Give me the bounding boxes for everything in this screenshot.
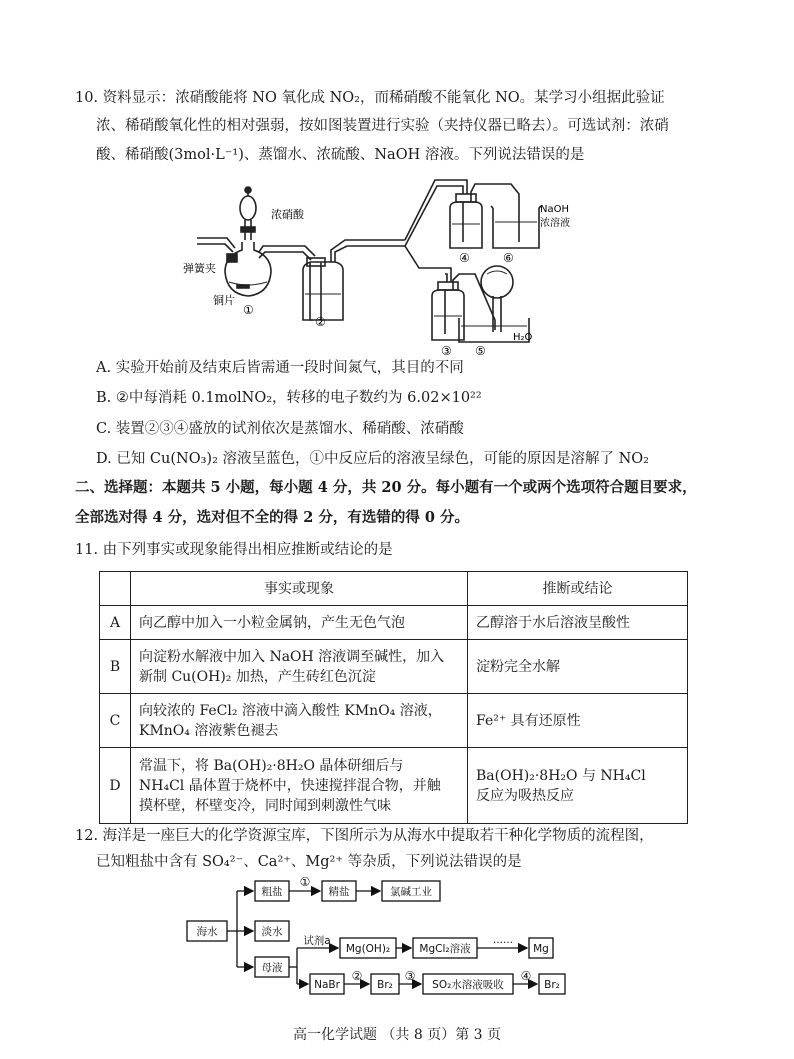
label-n5: ⑤ xyxy=(475,344,486,358)
fact-text: 向乙醇中加入一小粒金属钠，产生无色气泡 xyxy=(139,614,405,631)
fact-cell xyxy=(131,640,468,694)
clamp-label: 弹簧夹 xyxy=(183,262,216,275)
table-row xyxy=(100,748,688,824)
fact-text: 向淀粉水解液中加入 NaOH 溶液调至碱性，加入 xyxy=(139,648,445,665)
flow-step-3: ③ xyxy=(404,969,416,983)
row-label: C xyxy=(100,694,131,748)
flow-chlor-alkali: 氯碱工业 xyxy=(390,886,432,898)
flow-br2-b: Br₂ xyxy=(544,979,560,991)
apparatus-diagram xyxy=(175,170,570,360)
q10-option-d: D. 已知 Cu(NO₃)₂ 溶液呈蓝色，①中反应后的溶液呈绿色，可能的原因是溶解了 NO₂ xyxy=(96,451,649,467)
flow-step-1: ① xyxy=(299,875,311,889)
row-label: D xyxy=(100,748,131,824)
fact-text: 常温下，将 Ba(OH)₂·8H₂O 晶体研细后与 xyxy=(139,757,404,774)
fact-text: NH₄Cl 晶体置于烧杯中，快速搅拌混合物，并触 xyxy=(139,777,441,794)
label-n2: ② xyxy=(315,315,326,329)
conclusion-cell xyxy=(468,606,688,640)
flow-mg: Mg xyxy=(533,943,549,955)
conclusion-cell xyxy=(468,694,688,748)
seawater-flowchart xyxy=(185,872,585,1000)
table-header-conclusion: 推断或结论 xyxy=(468,572,688,606)
q11-table xyxy=(99,571,688,824)
table-row xyxy=(100,606,688,640)
table-header-fact: 事实或现象 xyxy=(131,572,468,606)
flow-seawater: 海水 xyxy=(196,926,218,938)
flow-step-4: ④ xyxy=(520,969,532,983)
conclusion-cell xyxy=(468,748,688,824)
naoh-label-2: 浓溶液 xyxy=(540,218,570,229)
q10-line-1: 10. 资料显示：浓硝酸能将 NO 氧化成 NO₂，而稀硝酸不能氧化 NO。某学习小组据此验证 xyxy=(75,90,665,106)
conclusion-text: 反应为吸热反应 xyxy=(476,787,574,804)
flow-nabr: NaBr xyxy=(314,979,340,991)
label-n3: ③ xyxy=(441,344,452,358)
flow-step-2: ② xyxy=(351,969,363,983)
table-row xyxy=(100,694,688,748)
q12-line-2: 已知粗盐中含有 SO₄²⁻、Ca²⁺、Mg²⁺ 等杂质，下列说法错误的是 xyxy=(96,854,522,870)
flow-fresh-water: 淡水 xyxy=(261,926,283,938)
flow-mgoh2: Mg(OH)₂ xyxy=(345,943,391,955)
table-header-row xyxy=(100,572,688,606)
conclusion-text: Ba(OH)₂·8H₂O 与 NH₄Cl xyxy=(476,767,646,784)
label-n1: ① xyxy=(243,303,254,317)
label-n4: ④ xyxy=(459,251,470,265)
table-row xyxy=(100,640,688,694)
fact-text: 新制 Cu(OH)₂ 加热，产生砖红色沉淀 xyxy=(139,668,376,685)
q10-line-2: 浓、稀硝酸氧化性的相对强弱，按如图装置进行实验（夹持仪器已略去）。可选试剂：浓硝 xyxy=(96,118,669,134)
fact-cell xyxy=(131,606,468,640)
q10-line-3: 酸、稀硝酸(3mol·L⁻¹)、蒸馏水、浓硫酸、NaOH 溶液。下列说法错误的是 xyxy=(96,147,585,163)
page-footer: 高一化学试题 （共 8 页）第 3 页 xyxy=(292,1027,502,1043)
flow-reagent-a: 试剂a xyxy=(303,935,331,947)
flow-so2-absorb: SO₂水溶液吸收 xyxy=(432,979,504,991)
conclusion-cell xyxy=(468,640,688,694)
conclusion-text: Fe²⁺ 具有还原性 xyxy=(476,712,581,729)
q10-option-a: A. 实验开始前及结束后皆需通一段时间氮气，其目的不同 xyxy=(96,360,464,376)
flow-mother-liquor: 母液 xyxy=(261,962,283,974)
naoh-label-1: NaOH xyxy=(540,204,569,215)
fact-text: KMnO₄ 溶液紫色褪去 xyxy=(139,722,279,739)
acid-label: 浓硝酸 xyxy=(271,208,304,221)
label-n6: ⑥ xyxy=(503,251,514,265)
table-header-blank xyxy=(100,572,131,606)
flow-crude-salt: 粗盐 xyxy=(261,886,283,898)
flow-br2-a: Br₂ xyxy=(377,979,393,991)
fact-cell xyxy=(131,748,468,824)
fact-cell xyxy=(131,694,468,748)
conclusion-text: 乙醇溶于水后溶液呈酸性 xyxy=(476,614,630,631)
q10-option-b: B. ②中每消耗 0.1molNO₂，转移的电子数约为 6.02×10²² xyxy=(96,390,482,406)
row-label: B xyxy=(100,640,131,694)
row-label: A xyxy=(100,606,131,640)
q11-stem: 11. 由下列事实或现象能得出相应推断或结论的是 xyxy=(75,542,393,558)
flow-refined-salt: 精盐 xyxy=(328,886,350,898)
copper-label: 铜片 xyxy=(213,294,235,307)
water-label: H₂O xyxy=(513,332,533,343)
flow-dots: ······ xyxy=(492,937,514,949)
conclusion-text: 淀粉完全水解 xyxy=(476,658,560,675)
fact-text: 摸杯壁，杯壁变冷，同时闻到刺激性气味 xyxy=(139,797,391,814)
q12-line-1: 12. 海洋是一座巨大的化学资源宝库，下图所示为从海水中提取若干种化学物质的流程图， xyxy=(75,828,654,844)
section-2-line-1: 二、选择题：本题共 5 小题，每小题 4 分，共 20 分。每小题有一个或两个选项符合题目要求， xyxy=(75,479,697,496)
flow-mgcl2: MgCl₂溶液 xyxy=(419,943,471,955)
q10-option-c: C. 装置②③④盛放的试剂依次是蒸馏水、稀硝酸、浓硝酸 xyxy=(96,421,464,437)
section-2-line-2: 全部选对得 4 分，选对但不全的得 2 分，有选错的得 0 分。 xyxy=(75,509,470,526)
fact-text: 向较浓的 FeCl₂ 溶液中滴入酸性 KMnO₄ 溶液， xyxy=(139,702,442,719)
